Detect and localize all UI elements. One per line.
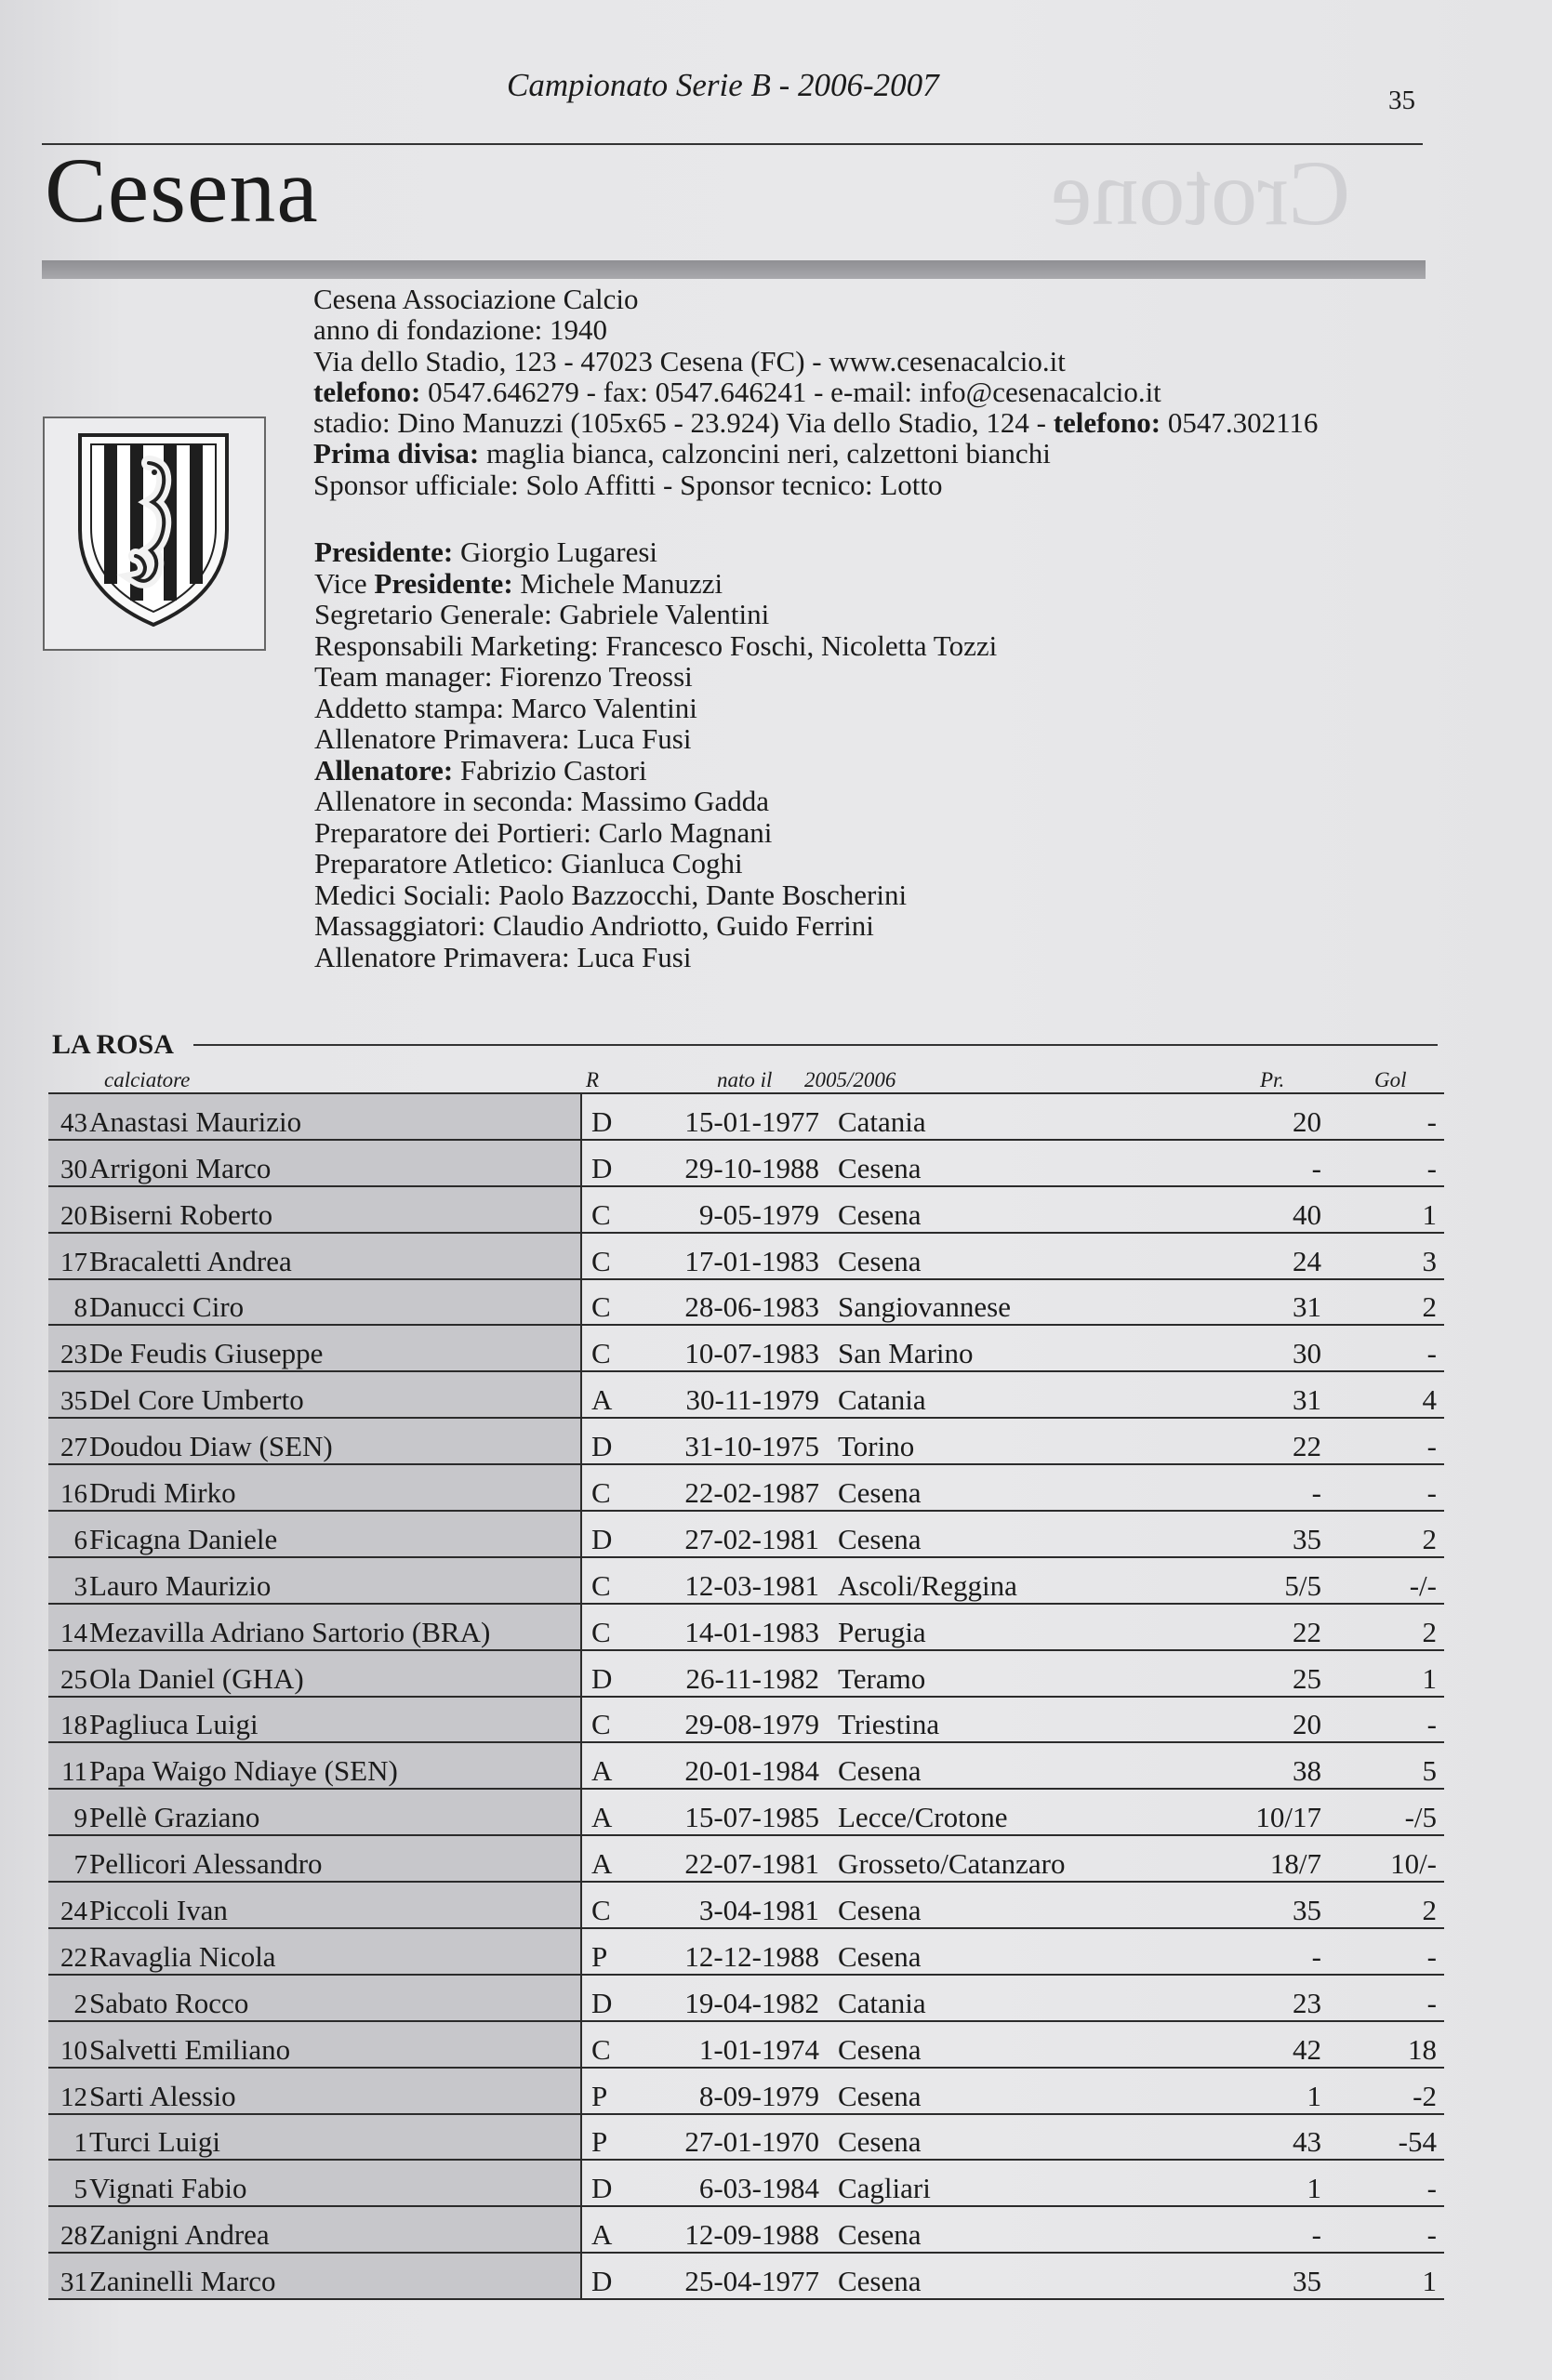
player-name: Turci Luigi [87,2114,581,2161]
page-number: 35 [1388,86,1415,115]
player-name: Salvetti Emiliano [87,2021,581,2068]
player-name: Ravaglia Nicola [87,1928,581,1975]
player-prev-club: Cesena [819,1464,1228,1511]
table-row [48,1882,1444,1928]
player-appearances: 22 [1228,1604,1321,1650]
player-name: Mezavilla Adriano Sartorio (BRA) [87,1604,581,1650]
player-role: P [581,1928,633,1975]
table-row [48,2021,1444,2068]
official-name: Claudio Andriotto, Guido Ferrini [493,909,874,942]
table-row [48,1928,1444,1975]
player-name: Papa Waigo Ndiaye (SEN) [87,1742,581,1789]
kit-value: maglia bianca, calzoncini neri, calzettoni bianchi [486,437,1051,470]
stadium-phone-label: telefono: [1053,406,1161,440]
player-goals: - [1321,2160,1444,2206]
official-name: Luca Fusi [577,722,692,755]
player-number: 20 [48,1186,87,1233]
player-name: Ficagna Daniele [87,1511,581,1557]
player-name: Del Core Umberto [87,1371,581,1418]
table-row [48,1742,1444,1789]
club-founded: anno di fondazione: 1940 [313,313,607,347]
player-prev-club: Cesena [819,1233,1228,1279]
official-name: Marco Valentini [511,691,697,724]
player-number: 9 [48,1789,87,1835]
player-number: 17 [48,1233,87,1279]
club-phone [313,377,1318,407]
table-row [48,1557,1444,1604]
player-number: 35 [48,1371,87,1418]
player-goals: 5 [1321,1742,1444,1789]
player-birthdate: 15-07-1985 [633,1789,819,1835]
player-prev-club: Catania [819,1371,1228,1418]
table-row [48,1511,1444,1557]
table-row [48,1186,1444,1233]
player-number: 5 [48,2160,87,2206]
player-number: 31 [48,2253,87,2299]
seahorse-crest-icon [45,418,264,649]
player-number: 43 [48,1093,87,1140]
player-prev-club: Cesena [819,2206,1228,2253]
player-prev-club: Perugia [819,1604,1228,1650]
player-goals: 4 [1321,1371,1444,1418]
col-head-apps: Pr. [1260,1068,1285,1091]
player-number: 6 [48,1511,87,1557]
player-name: Sabato Rocco [87,1975,581,2021]
player-appearances: 25 [1228,1650,1321,1697]
col-head-role: R [586,1068,600,1091]
player-birthdate: 29-10-1988 [633,1140,819,1186]
player-appearances: 22 [1228,1418,1321,1464]
official-role: Allenatore Primavera: [314,722,570,755]
official-line [314,630,997,662]
player-birthdate: 27-01-1970 [633,2114,819,2161]
player-name: Bracaletti Andrea [87,1233,581,1279]
player-goals: - [1321,1418,1444,1464]
table-row [48,1093,1444,1140]
official-line [314,879,997,911]
player-number: 14 [48,1604,87,1650]
player-number: 7 [48,1835,87,1882]
player-birthdate: 1-01-1974 [633,2021,819,2068]
official-line [314,786,997,817]
player-role: C [581,2021,633,2068]
player-name: De Feudis Giuseppe [87,1325,581,1371]
player-goals: - [1321,1697,1444,1743]
player-appearances: 20 [1228,1697,1321,1743]
player-name: Sarti Alessio [87,2068,581,2114]
official-name: Fabrizio Castori [459,753,647,787]
official-role: Presidente: [374,566,513,600]
player-role: C [581,1279,633,1326]
official-role: Team manager: [314,660,493,693]
official-role: Allenatore Primavera: [314,940,570,973]
club-phone-value: 0547.646279 - fax: 0547.646241 - e-mail: info@cesenacalcio.it [428,375,1161,408]
official-name: Gianluca Coghi [561,847,743,879]
player-appearances: 18/7 [1228,1835,1321,1882]
official-line [314,568,997,600]
player-prev-club: Sangiovannese [819,1279,1228,1326]
player-birthdate: 8-09-1979 [633,2068,819,2114]
player-prev-club: Catania [819,1975,1228,2021]
player-number: 28 [48,2206,87,2253]
player-role: C [581,1882,633,1928]
player-appearances: 31 [1228,1279,1321,1326]
title-band [42,260,1426,279]
player-birthdate: 12-12-1988 [633,1928,819,1975]
player-appearances: 30 [1228,1325,1321,1371]
player-goals: -/- [1321,1557,1444,1604]
official-line [314,817,997,849]
player-appearances: 1 [1228,2160,1321,2206]
official-line [314,910,997,942]
col-head-season: 2005/2006 [804,1068,896,1091]
official-line [314,599,997,630]
table-row [48,1835,1444,1882]
player-goals: 1 [1321,1186,1444,1233]
player-role: P [581,2068,633,2114]
player-role: C [581,1697,633,1743]
player-appearances: 31 [1228,1371,1321,1418]
player-goals: -54 [1321,2114,1444,2161]
player-role: D [581,1418,633,1464]
player-name: Danucci Ciro [87,1279,581,1326]
player-goals: - [1321,1464,1444,1511]
stadium-phone-value: 0547.302116 [1167,406,1319,440]
player-number: 16 [48,1464,87,1511]
player-role: D [581,1140,633,1186]
player-appearances: 38 [1228,1742,1321,1789]
club-sponsor: Sponsor ufficiale: Solo Affitti - Sponsor tecnico: Lotto [313,468,943,501]
player-appearances: 1 [1228,2068,1321,2114]
club-crest [43,416,266,651]
player-birthdate: 17-01-1983 [633,1233,819,1279]
player-prev-club: San Marino [819,1325,1228,1371]
official-line [314,848,997,879]
table-row [48,1604,1444,1650]
official-line [314,693,997,724]
player-name: Vignati Fabio [87,2160,581,2206]
player-birthdate: 10-07-1983 [633,1325,819,1371]
team-title: Cesena [45,139,319,242]
player-number: 3 [48,1557,87,1604]
official-name: Massimo Gadda [580,785,769,817]
player-birthdate: 12-09-1988 [633,2206,819,2253]
player-goals: 2 [1321,1882,1444,1928]
table-row [48,1789,1444,1835]
player-name: Ola Daniel (GHA) [87,1650,581,1697]
official-role: Presidente: [314,536,454,568]
official-line [314,536,997,568]
official-role: Preparatore Atletico: [314,847,554,879]
table-row [48,2160,1444,2206]
table-row [48,1697,1444,1743]
player-role: A [581,1789,633,1835]
player-number: 18 [48,1697,87,1743]
player-appearances: 24 [1228,1233,1321,1279]
player-role: D [581,2253,633,2299]
player-goals: 3 [1321,1233,1444,1279]
player-number: 1 [48,2114,87,2161]
table-row [48,1975,1444,2021]
player-prev-club: Cesena [819,1882,1228,1928]
official-name: Francesco Foschi, Nicoletta Tozzi [605,628,998,662]
running-head: Campionato Serie B - 2006-2007 [507,67,939,103]
player-appearances: 5/5 [1228,1557,1321,1604]
player-role: A [581,2206,633,2253]
player-goals: - [1321,1325,1444,1371]
player-name: Zanigni Andrea [87,2206,581,2253]
player-number: 25 [48,1650,87,1697]
player-birthdate: 26-11-1982 [633,1650,819,1697]
player-role: C [581,1557,633,1604]
player-prev-club: Triestina [819,1697,1228,1743]
player-appearances: 42 [1228,2021,1321,2068]
player-appearances: 10/17 [1228,1789,1321,1835]
player-role: A [581,1742,633,1789]
club-stadium [313,407,1318,438]
table-row [48,2206,1444,2253]
table-row [48,1325,1444,1371]
player-birthdate: 20-01-1984 [633,1742,819,1789]
player-appearances: - [1228,1140,1321,1186]
player-goals: 18 [1321,2021,1444,2068]
player-appearances: 35 [1228,1511,1321,1557]
official-name: Giorgio Lugaresi [459,536,658,568]
table-row [48,1650,1444,1697]
rosa-rule [193,1044,1438,1046]
player-goals: 1 [1321,1650,1444,1697]
official-line [314,755,997,787]
player-role: P [581,2114,633,2161]
official-line [314,661,997,693]
col-head-born: nato il [717,1068,773,1091]
player-birthdate: 14-01-1983 [633,1604,819,1650]
player-number: 12 [48,2068,87,2114]
player-appearances: 23 [1228,1975,1321,2021]
official-name: Carlo Magnani [598,815,773,849]
player-goals: - [1321,1140,1444,1186]
kit-label: Prima divisa: [313,437,480,470]
player-birthdate: 27-02-1981 [633,1511,819,1557]
table-row [48,2253,1444,2299]
player-role: D [581,2160,633,2206]
player-goals: - [1321,1975,1444,2021]
col-head-player: calciatore [104,1068,191,1091]
stadium-text: stadio: Dino Manuzzi (105x65 - 23.924) Via dello Stadio, 124 - [313,406,1046,440]
player-birthdate: 12-03-1981 [633,1557,819,1604]
player-goals: 2 [1321,1511,1444,1557]
player-goals: 2 [1321,1604,1444,1650]
player-prev-club: Cesena [819,2068,1228,2114]
player-birthdate: 29-08-1979 [633,1697,819,1743]
player-prev-club: Cesena [819,1742,1228,1789]
player-name: Piccoli Ivan [87,1882,581,1928]
table-row [48,1279,1444,1326]
player-number: 24 [48,1882,87,1928]
player-appearances: 35 [1228,2253,1321,2299]
player-role: D [581,1975,633,2021]
club-address: Via dello Stadio, 123 - 47023 Cesena (FC) - www.cesenacalcio.it [313,344,1066,377]
player-prev-club: Lecce/Crotone [819,1789,1228,1835]
player-birthdate: 28-06-1983 [633,1279,819,1326]
player-prev-club: Grosseto/Catanzaro [819,1835,1228,1882]
player-role: C [581,1325,633,1371]
player-birthdate: 31-10-1975 [633,1418,819,1464]
player-goals: 2 [1321,1279,1444,1326]
player-role: C [581,1233,633,1279]
player-number: 10 [48,2021,87,2068]
table-row [48,1418,1444,1464]
official-role: Addetto stampa: [314,691,505,724]
player-role: A [581,1371,633,1418]
player-role: C [581,1464,633,1511]
official-prefix: Vice [314,566,375,600]
player-role: C [581,1604,633,1650]
player-role: C [581,1186,633,1233]
table-row [48,1140,1444,1186]
player-prev-club: Torino [819,1418,1228,1464]
player-name: Anastasi Maurizio [87,1093,581,1140]
bleed-through-title: Crotone [1051,141,1351,245]
player-prev-club: Cesena [819,1186,1228,1233]
club-officials [314,536,997,972]
player-prev-club: Cagliari [819,2160,1228,2206]
player-prev-club: Catania [819,1093,1228,1140]
player-prev-club: Cesena [819,2114,1228,2161]
player-birthdate: 22-02-1987 [633,1464,819,1511]
player-prev-club: Cesena [819,2021,1228,2068]
player-goals: - [1321,2206,1444,2253]
player-name: Lauro Maurizio [87,1557,581,1604]
player-role: D [581,1511,633,1557]
player-number: 30 [48,1140,87,1186]
player-appearances: 20 [1228,1093,1321,1140]
player-number: 27 [48,1418,87,1464]
col-head-goals: Gol [1374,1068,1407,1091]
official-name: Michele Manuzzi [520,566,723,600]
official-name: Fiorenzo Treossi [499,660,693,693]
official-line [314,723,997,755]
player-appearances: 40 [1228,1186,1321,1233]
player-name: Arrigoni Marco [87,1140,581,1186]
player-name: Pellè Graziano [87,1789,581,1835]
player-prev-club: Teramo [819,1650,1228,1697]
player-birthdate: 25-04-1977 [633,2253,819,2299]
player-appearances: - [1228,2206,1321,2253]
table-row [48,1233,1444,1279]
player-number: 22 [48,1928,87,1975]
player-role: A [581,1835,633,1882]
club-phone-label: telefono: [313,375,421,408]
player-prev-club: Ascoli/Reggina [819,1557,1228,1604]
player-name: Doudou Diaw (SEN) [87,1418,581,1464]
player-appearances: 43 [1228,2114,1321,2161]
table-row [48,1464,1444,1511]
player-appearances: - [1228,1464,1321,1511]
official-role: Medici Sociali: [314,878,492,911]
player-birthdate: 30-11-1979 [633,1371,819,1418]
roster-table [48,1092,1444,2300]
player-prev-club: Cesena [819,1140,1228,1186]
player-name: Pagliuca Luigi [87,1697,581,1743]
official-role: Massaggiatori: [314,909,486,942]
official-line [314,942,997,973]
player-birthdate: 15-01-1977 [633,1093,819,1140]
player-goals: 1 [1321,2253,1444,2299]
player-appearances: 35 [1228,1882,1321,1928]
table-row [48,2068,1444,2114]
club-name: Cesena Associazione Calcio [313,283,639,315]
player-birthdate: 9-05-1979 [633,1186,819,1233]
table-row [48,1371,1444,1418]
player-goals: 10/- [1321,1835,1444,1882]
player-birthdate: 6-03-1984 [633,2160,819,2206]
official-name: Luca Fusi [577,940,692,973]
player-name: Drudi Mirko [87,1464,581,1511]
player-birthdate: 22-07-1981 [633,1835,819,1882]
player-number: 11 [48,1742,87,1789]
rosa-section-title: LA ROSA [52,1029,174,1060]
table-row [48,2114,1444,2161]
player-number: 2 [48,1975,87,2021]
player-appearances: - [1228,1928,1321,1975]
club-kit [313,438,1318,469]
player-role: D [581,1650,633,1697]
official-name: Paolo Bazzocchi, Dante Boscherini [498,878,908,911]
official-role: Responsabili Marketing: [314,628,599,662]
club-info [313,284,1318,500]
player-prev-club: Cesena [819,2253,1228,2299]
player-role: D [581,1093,633,1140]
player-number: 8 [48,1279,87,1326]
player-goals: - [1321,1928,1444,1975]
official-role: Segretario Generale: [314,598,552,630]
player-name: Pellicori Alessandro [87,1835,581,1882]
player-birthdate: 19-04-1982 [633,1975,819,2021]
player-goals: -/5 [1321,1789,1444,1835]
player-prev-club: Cesena [819,1928,1228,1975]
official-role: Allenatore in seconda: [314,785,574,817]
player-number: 23 [48,1325,87,1371]
player-birthdate: 3-04-1981 [633,1882,819,1928]
player-prev-club: Cesena [819,1511,1228,1557]
official-name: Gabriele Valentini [559,598,770,630]
official-role: Allenatore: [314,753,454,787]
player-name: Zaninelli Marco [87,2253,581,2299]
player-goals: -2 [1321,2068,1444,2114]
player-name: Biserni Roberto [87,1186,581,1233]
official-role: Preparatore dei Portieri: [314,815,591,849]
player-goals: - [1321,1093,1444,1140]
